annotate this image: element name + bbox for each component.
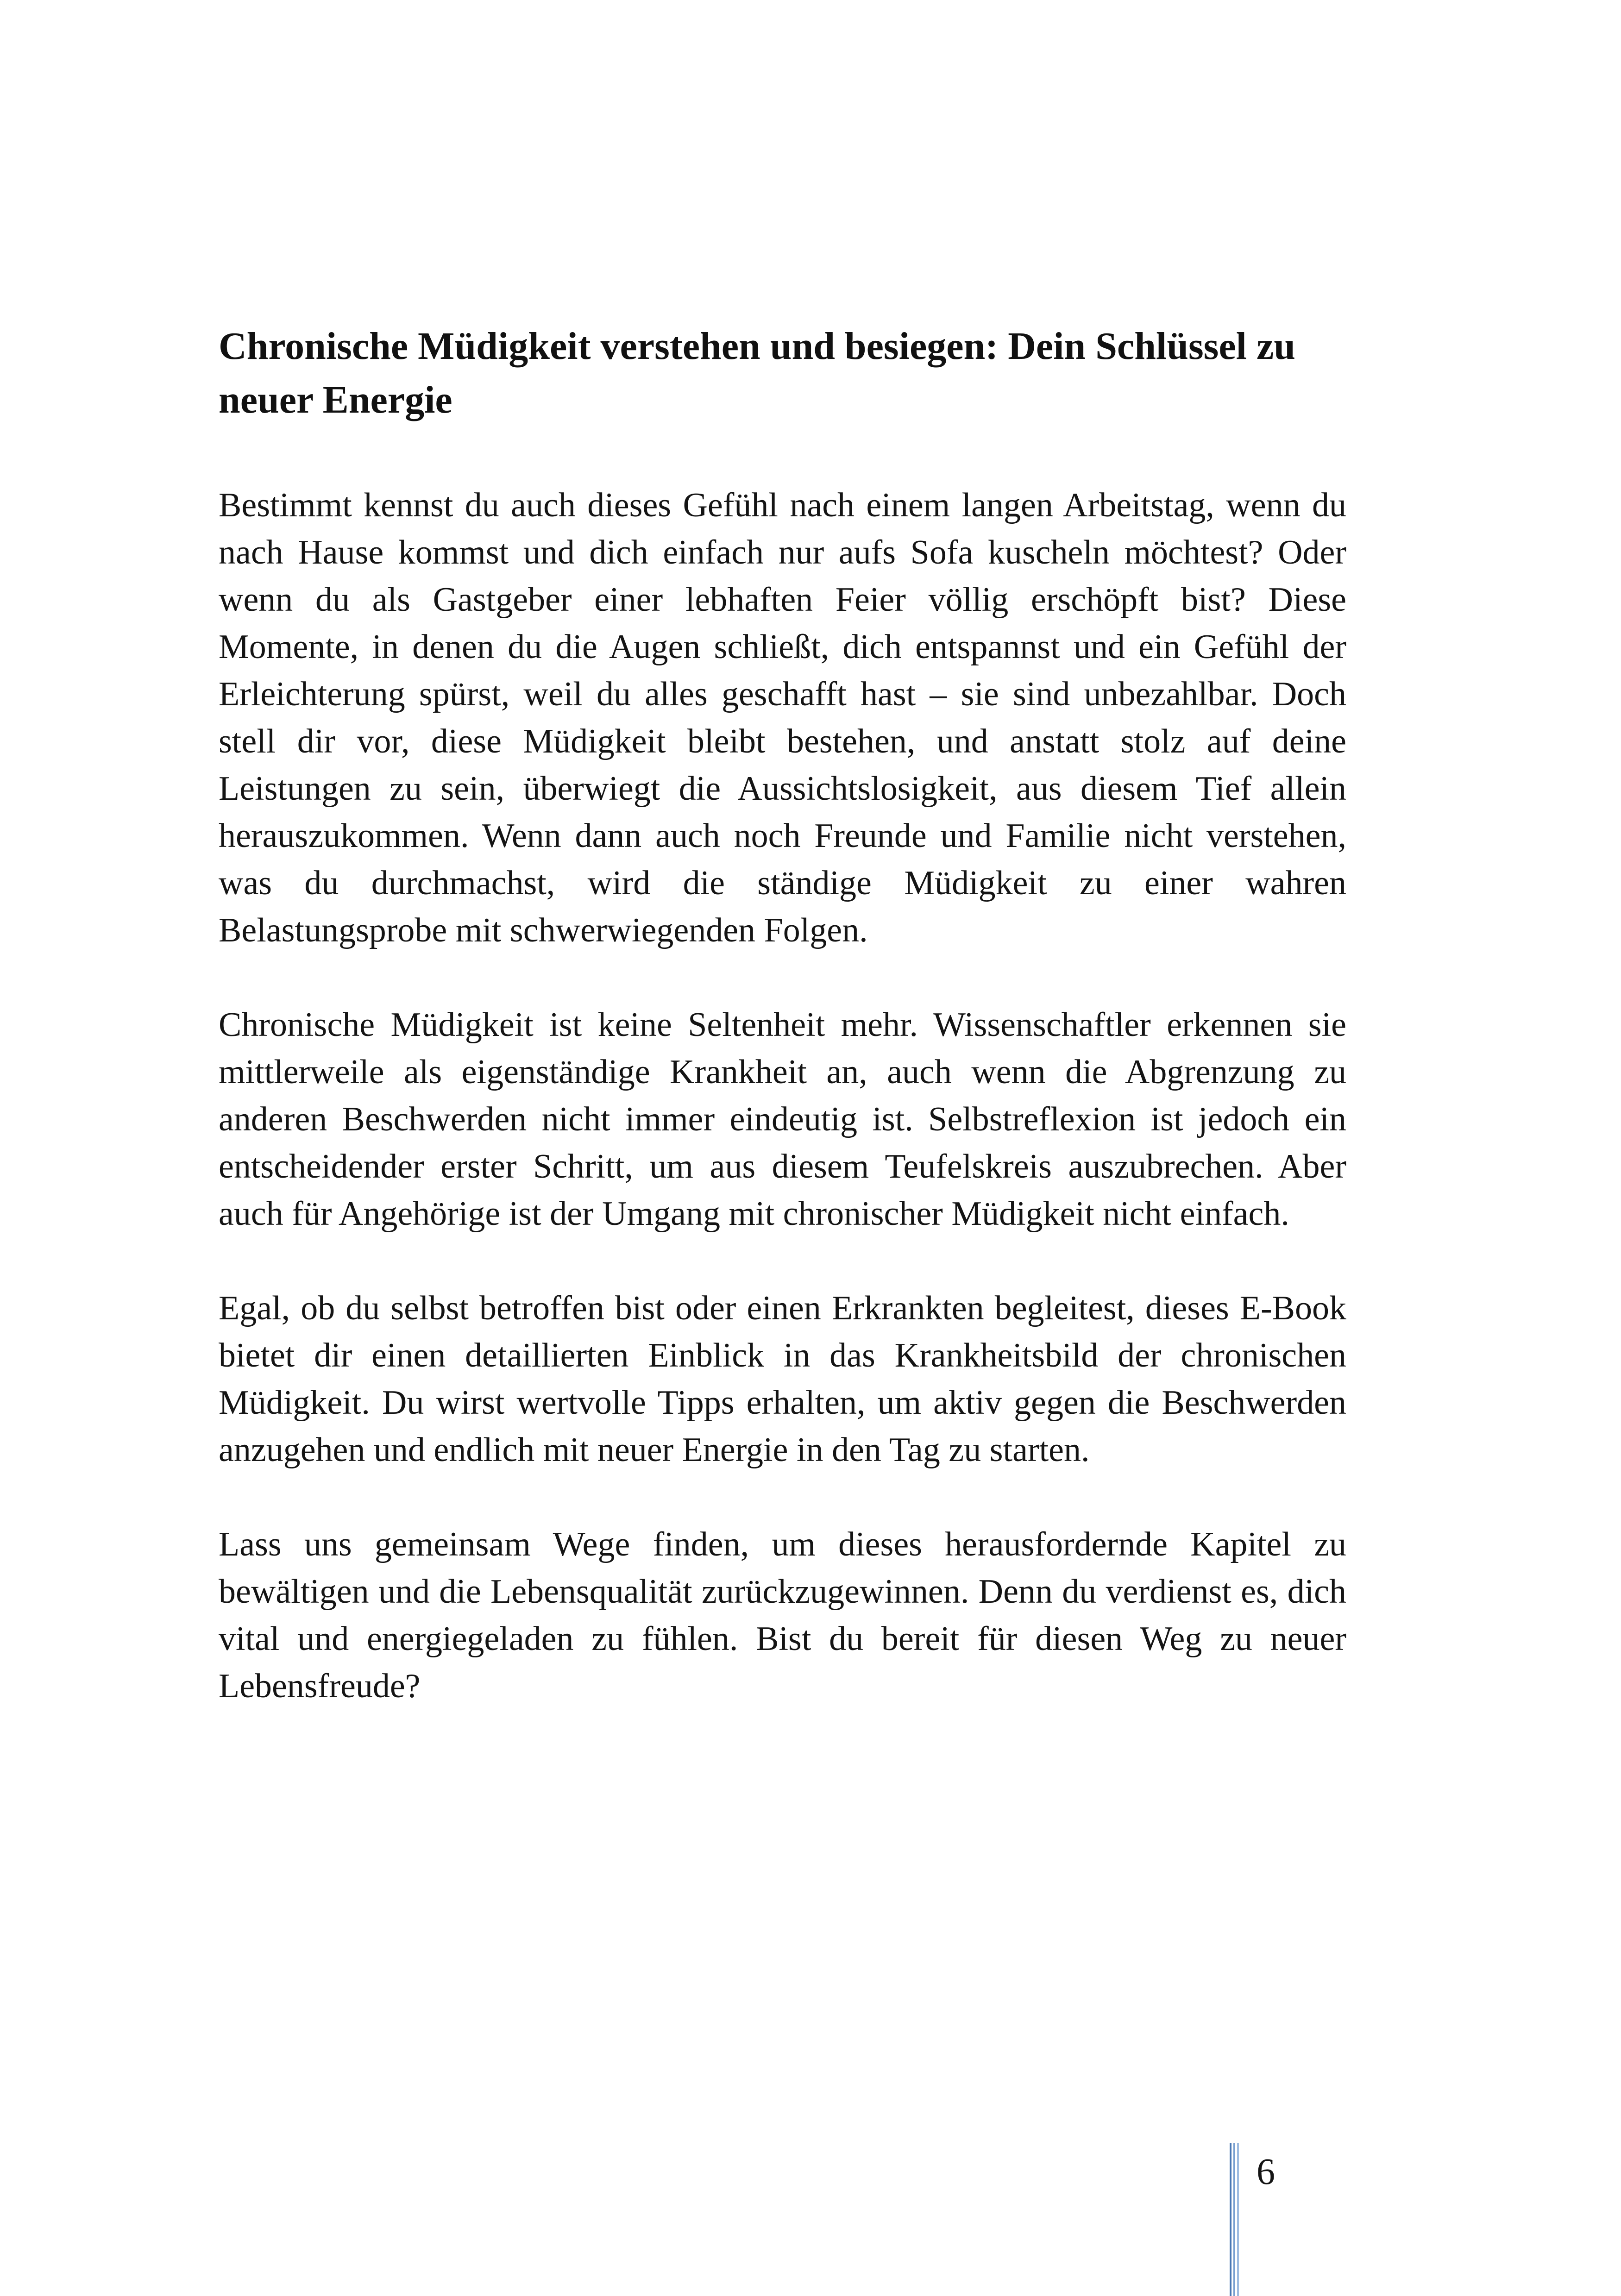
page-number: 6 [1257,2152,1275,2192]
footer-divider-line [1230,2143,1231,2296]
footer-divider-line [1233,2143,1235,2296]
paragraph-closing: Lass uns gemeinsam Wege finden, um dieses herausfordernde Kapitel zu bewältigen und die Lebensqualität zurückzugewinnen. Denn du verdienst es, dich vital und energiegeladen zu fühlen. Bist du bereit für diesen Weg zu neuer Lebensfreude? [219,1525,1346,1705]
footer-divider-line [1237,2143,1239,2296]
page-content [219,320,1346,1757]
paragraph-intro: Bestimmt kennst du auch dieses Gefühl nach einem langen Arbeitstag, wenn du nach Hause kommst und dich einfach nur aufs Sofa kuscheln möchtest? Oder wenn du als Gastgeber einer lebhaften Feier völlig erschöpft bist? Diese Momente, in denen du die Augen schließt, dich entspannst und ein Gefühl der Erleichterung spürst, weil du alles geschafft hast – sie sind unbezahlbar. Doch stell dir vor, diese Müdigkeit bleibt bestehen, und anstatt stolz auf deine Leistungen zu sein, überwiegt die Aussichtslosigkeit, aus diesem Tief allein herauszukommen. Wenn dann auch noch Freunde und Familie nicht verstehen, was du durchmachst, wird die ständige Müdigkeit zu einer wahren Belastungsprobe mit schwerwiegenden Folgen. [219,486,1346,949]
chapter-heading: Chronische Müdigkeit verstehen und besiegen: Dein Schlüssel zu neuer Energie [219,325,1295,421]
paragraph-ebook-purpose: Egal, ob du selbst betroffen bist oder einen Erkrankten begleitest, dieses E-Book bietet dir einen detaillierten Einblick in das Krankheitsbild der chronischen Müdigkeit. Du wirst wertvolle Tipps erhalten, um aktiv gegen die Beschwerden anzugehen und endlich mit neuer Energie in den Tag zu starten. [219,1289,1346,1469]
paragraph-chronic-fatigue: Chronische Müdigkeit ist keine Seltenheit mehr. Wissenschaftler erkennen sie mittlerweile als eigenständige Krankheit an, auch wenn die Abgrenzung zu anderen Beschwerden nicht immer eindeutig ist. Selbstreflexion ist jedoch ein entscheidender erster Schritt, um aus diesem Teufelskreis auszubrechen. Aber auch für Angehörige ist der Umgang mit chronischer Müdigkeit nicht einfach. [219,1006,1346,1233]
footer-divider [1230,2143,1240,2296]
